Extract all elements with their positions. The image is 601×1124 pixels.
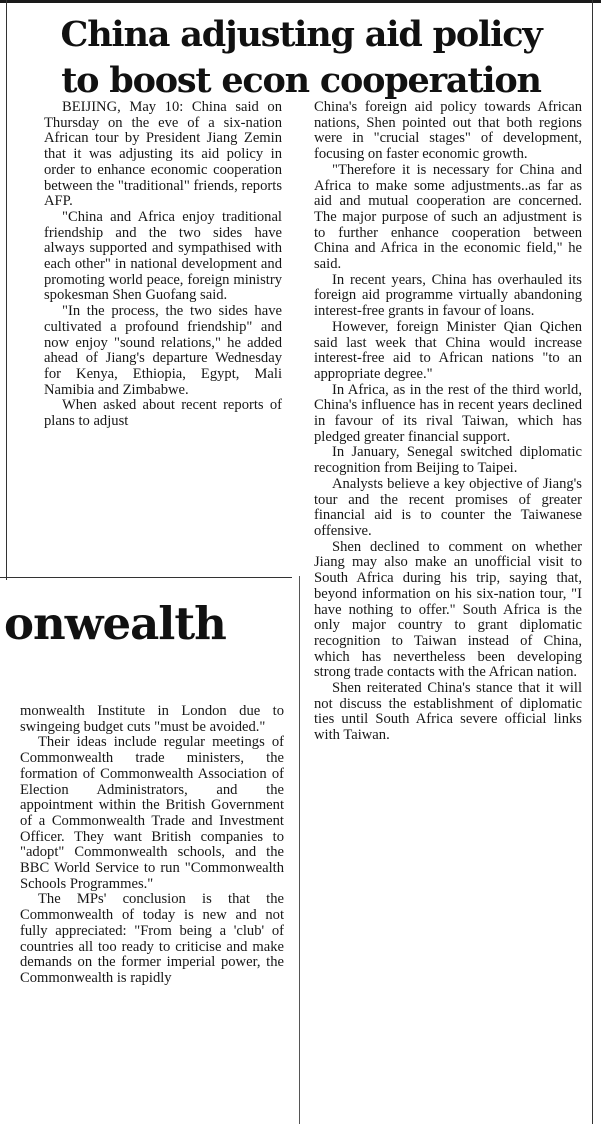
paragraph: Their ideas include regular meetings of Commonwealth trade ministers, the formation of Commonwealth Association of Election Administrators, and the appointment within the British Government of a Commonwealth Trade and Investment Officer. They want British companies to "adopt" Commonwealth schools, and the BBC World Service to run "Commonwealth Schools Programmes." xyxy=(20,734,284,892)
paragraph: China's foreign aid policy towards African nations, Shen pointed out that both regions were in "crucial stages" of development, focusing on faster economic growth. xyxy=(314,100,582,163)
right-column-rule xyxy=(592,0,593,1124)
article-headline-line-2: to boost econ cooperation xyxy=(61,60,541,101)
column-divider xyxy=(299,576,300,1124)
paragraph: monwealth Institute in London due to swingeing budget cuts "must be avoided." xyxy=(20,704,284,735)
paragraph: "China and Africa enjoy traditional friendship and the two sides have always supported and sympathised with each other" in national development and promoting world peace, foreign ministry spokesman Shen Guofang said. xyxy=(44,208,282,304)
paragraph: "Therefore it is necessary for China and Africa to make some adjustments..as far as aid and mutual cooperation are concerned. The major purpose of such an adjustment is to further enhance cooperation between China and Africa in the economic field," he said. xyxy=(314,161,582,273)
paragraph: Analysts believe a key objective of Jiang's tour and the recent promises of greater financial aid is to counter the Taiwanese offensive. xyxy=(314,475,582,539)
paragraph: In January, Senegal switched diplomatic recognition from Beijing to Taipei. xyxy=(314,444,582,477)
top-rule xyxy=(0,0,601,3)
section-divider xyxy=(0,577,292,578)
second-article-column xyxy=(20,704,284,1124)
paragraph: Shen declined to comment on whether Jiang may also make an unofficial visit to South Africa during his trip, saying that, beyond information on his six-nation tour, "I have nothing to offer." South Africa is the only major country to grant diplomatic recognition to Taiwan instead of China, which has nevertheless been developing strong trade contacts with the African nation. xyxy=(314,538,582,681)
article-column-right xyxy=(314,100,582,1120)
paragraph: The MPs' conclusion is that the Commonwealth of today is new and not fully appreciated: "From being a 'club' of countries all too ready to criticise and make demands on the former imperial power, the Commonwealth is rapidly xyxy=(20,891,284,986)
second-article-headline: onwealth xyxy=(4,597,226,650)
paragraph: BEIJING, May 10: China said on Thursday on the eve of a six-nation African tour by President Jiang Zemin that it was adjusting its aid policy in order to enhance economic cooperation between the "traditional" friends, reports AFP. xyxy=(44,100,282,210)
paragraph: "In the process, the two sides have cultivated a profound friendship" and now enjoy "sound relations," he added ahead of Jiang's departure Wednesday for Kenya, Ethiopia, Egypt, Mali Namibia and Zimbabwe. xyxy=(44,303,282,398)
article-headline-line-1: China adjusting aid policy xyxy=(60,14,542,55)
paragraph: In recent years, China has overhauled its foreign aid programme virtually abandoning interest-free grants in favour of loans. xyxy=(314,271,582,320)
article-column-left xyxy=(44,100,282,562)
paragraph: In Africa, as in the rest of the third world, China's influence has in recent years declined in favour of its rival Taiwan, which has pledged greater financial support. xyxy=(314,381,582,445)
paragraph: However, foreign Minister Qian Qichen said last week that China would increase interest-free aid to African nations "to an appropriate degree." xyxy=(314,318,582,382)
paragraph: When asked about recent reports of plans to adjust xyxy=(44,397,282,430)
paragraph: Shen reiterated China's stance that it will not discuss the establishment of diplomatic ties until South Africa severe official links with Taiwan. xyxy=(314,680,582,744)
